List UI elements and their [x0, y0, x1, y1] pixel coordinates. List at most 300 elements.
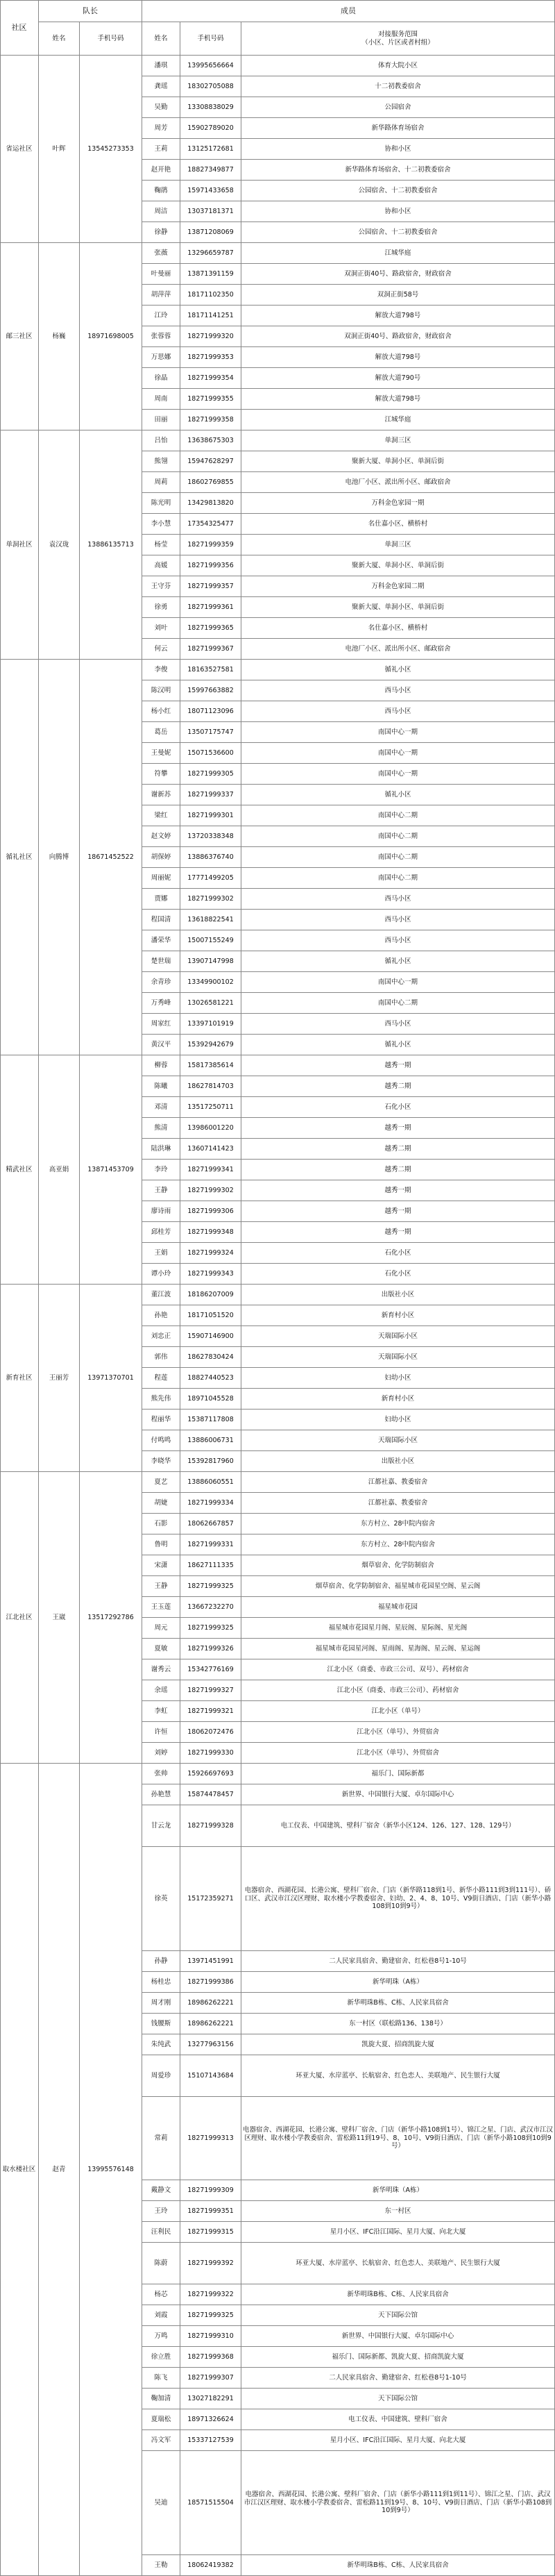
- member-name: 徐晶: [142, 368, 180, 389]
- member-name: 潘荣华: [142, 930, 180, 951]
- member-scope: 江北小区（商委、市政三公司、双号）、药材宿舍: [241, 1659, 555, 1680]
- member-name: 吴迪: [142, 2451, 180, 2555]
- member-scope: 南国中心二期: [241, 805, 555, 826]
- member-name: 付鸣鸣: [142, 1430, 180, 1451]
- member-phone: 18271999355: [180, 389, 241, 410]
- member-phone: 13720338348: [180, 826, 241, 847]
- member-phone: 18271999325: [180, 1618, 241, 1639]
- member-phone: 15902789020: [180, 118, 241, 139]
- member-name: 贾娜: [142, 889, 180, 910]
- member-scope: 新育村小区: [241, 1389, 555, 1410]
- member-name: 刘霞: [142, 2305, 180, 2326]
- member-name: 朱纯武: [142, 2034, 180, 2055]
- member-name: 王静: [142, 1576, 180, 1597]
- member-scope: 双洞正街40号、路政宿舍，财政宿舍: [241, 326, 555, 347]
- member-scope: 妇幼小区: [241, 1410, 555, 1430]
- member-scope: 福星城市花园: [241, 1597, 555, 1618]
- community-name: 江北社区: [0, 1472, 39, 1764]
- leader-phone: 18671452522: [80, 660, 142, 1055]
- member-scope: 解放大道798号: [241, 389, 555, 410]
- member-phone: 15107143684: [180, 2055, 241, 2097]
- header-member-name: 姓名: [142, 22, 180, 56]
- member-name: 杨芯: [142, 2284, 180, 2305]
- header-leader-phone: 手机号码: [80, 22, 142, 56]
- member-name: 黄汉平: [142, 1035, 180, 1055]
- member-phone: 15337127539: [180, 2430, 241, 2451]
- member-name: 万鸣: [142, 2326, 180, 2347]
- member-name: 邱桂芳: [142, 1222, 180, 1243]
- member-name: 杨莹: [142, 535, 180, 555]
- member-name: 鞠加清: [142, 2389, 180, 2409]
- member-scope: 越秀二期: [241, 1139, 555, 1160]
- member-phone: 18271999305: [180, 764, 241, 785]
- member-name: 徐静: [142, 222, 180, 243]
- member-phone: 13871208069: [180, 222, 241, 243]
- member-name: 陈曦: [142, 1076, 180, 1097]
- member-phone: 18271999359: [180, 535, 241, 555]
- member-name: 许恒: [142, 1722, 180, 1743]
- member-phone: 17771499205: [180, 868, 241, 889]
- member-name: 胡保婷: [142, 847, 180, 868]
- member-name: 程丽华: [142, 1410, 180, 1430]
- member-scope: 新华路体育场宿舍、十二初教委宿舍: [241, 160, 555, 181]
- member-phone: 18271999309: [180, 2180, 241, 2201]
- member-name: 陈蔚: [142, 2243, 180, 2284]
- member-phone: 18271999322: [180, 2284, 241, 2305]
- community-name: 循礼社区: [0, 660, 39, 1055]
- member-name: 柳蓉: [142, 1055, 180, 1076]
- member-name: 李玲: [142, 1160, 180, 1180]
- member-name: 王守芬: [142, 576, 180, 597]
- member-scope: 南国中心二期: [241, 868, 555, 889]
- member-phone: 15926697693: [180, 1764, 241, 1784]
- member-scope: 烟草宿舍、化学防制宿舍、福星城市花园星空阁、星云阁: [241, 1576, 555, 1597]
- member-scope: 聚新大厦、单洞小区、单洞后街: [241, 451, 555, 472]
- member-scope: 环亚大厦、水岸蓝亭、长航宿舍、红色恋人、美联地产、民生银行大厦: [241, 2243, 555, 2284]
- member-name: 周才刚: [142, 1993, 180, 2014]
- member-scope: 天瑞国际小区: [241, 1430, 555, 1451]
- community-name: 单洞社区: [0, 430, 39, 660]
- member-name: 王曼妮: [142, 743, 180, 764]
- member-phone: 13296659787: [180, 243, 241, 264]
- member-scope: 电器宿舍、西湖花园、长港公寓、壁科厂宿舍、门店（新华小路108到1号）、锦江之星、门店、武汉市江汉区理财、取水楼小学教委宿舍、雷松路11到19号、8、10号、V9街日酒店、门店（新华小路108到10到9号）: [241, 2097, 555, 2180]
- member-scope: 天瑞国际小区: [241, 1326, 555, 1347]
- member-name: 鲁明: [142, 1534, 180, 1555]
- leader-phone: 13545273353: [80, 56, 142, 243]
- member-name: 谢新苏: [142, 785, 180, 805]
- member-name: 周南: [142, 389, 180, 410]
- member-scope: 西马小区: [241, 1014, 555, 1035]
- member-name: 李晓华: [142, 1451, 180, 1472]
- member-name: 梁红: [142, 805, 180, 826]
- member-scope: 江北小区（单号）、外贸宿舍: [241, 1722, 555, 1743]
- member-scope: 电器宿舍、西湖花园、长港公寓、壁科厂宿舍、门店（新华路118到1号、新华小路111到3到111号）、硚口区、武汉市江汉区理财、取水楼小学教委宿舍、妇幼、2、4、8、10号、V9街日酒店、门店（新华小路108到10到9号）: [241, 1847, 555, 1951]
- member-scope: 公园宿舍: [241, 97, 555, 118]
- member-name: 周丽妮: [142, 868, 180, 889]
- member-phone: 18271999306: [180, 1201, 241, 1222]
- member-name: 吴勤: [142, 97, 180, 118]
- member-scope: 西马小区: [241, 701, 555, 722]
- community-name: 新育社区: [0, 1285, 39, 1472]
- member-name: 熊翎: [142, 451, 180, 472]
- member-name: 汪利民: [142, 2222, 180, 2243]
- member-scope: 江都社嘉、教委宿舍: [241, 1472, 555, 1493]
- member-name: 张蓉蓉: [142, 326, 180, 347]
- member-name: 万秀峰: [142, 993, 180, 1014]
- member-scope: 南国中心二期: [241, 993, 555, 1014]
- member-name: 刘忠正: [142, 1326, 180, 1347]
- member-name: 董江波: [142, 1285, 180, 1305]
- member-name: 钱腰斯: [142, 2014, 180, 2034]
- member-scope: 协和小区: [241, 139, 555, 160]
- member-scope: 东方村立、28中院内宿舍: [241, 1514, 555, 1534]
- member-scope: 新华明珠（A栋）: [241, 2180, 555, 2201]
- member-name: 胡婕: [142, 1493, 180, 1514]
- member-phone: 15071536600: [180, 743, 241, 764]
- leader-phone: 18971698005: [80, 243, 142, 430]
- member-scope: 聚新大厦、单洞小区、单洞后街: [241, 597, 555, 618]
- member-scope: 南国中心二期: [241, 847, 555, 868]
- member-name: 周元: [142, 1618, 180, 1639]
- leader-name: 杨巍: [39, 243, 80, 430]
- member-phone: 13607141423: [180, 1139, 241, 1160]
- member-scope: 越秀一期: [241, 1201, 555, 1222]
- member-phone: 15947628297: [180, 451, 241, 472]
- member-scope: 电池厂小区、派出所小区、邮政宿舍: [241, 472, 555, 493]
- member-scope: 出版社小区: [241, 1451, 555, 1472]
- member-scope: 万科金色家园二期: [241, 576, 555, 597]
- header-leader-name: 姓名: [39, 22, 80, 56]
- community-name: 取水楼社区: [0, 1764, 39, 2576]
- member-scope: 越秀一期: [241, 1180, 555, 1201]
- member-scope: 越秀二期: [241, 1076, 555, 1097]
- member-phone: 18271999337: [180, 785, 241, 805]
- member-phone: 13517250711: [180, 1097, 241, 1118]
- member-phone: 18971045528: [180, 1389, 241, 1410]
- member-scope: 烟草宿舍、化学防制宿舍: [241, 1555, 555, 1576]
- member-phone: 18271999343: [180, 1264, 241, 1285]
- member-phone: 13026581221: [180, 993, 241, 1014]
- member-phone: 18827349877: [180, 160, 241, 181]
- member-phone: 13618822541: [180, 910, 241, 930]
- member-phone: 18271999365: [180, 618, 241, 639]
- member-name: 陈飞: [142, 2368, 180, 2389]
- member-phone: 15007155249: [180, 930, 241, 951]
- member-phone: 13871391159: [180, 264, 241, 285]
- header-leader: 队长: [39, 0, 142, 22]
- member-scope: 石化小区: [241, 1243, 555, 1264]
- member-scope: 越秀一期: [241, 1222, 555, 1243]
- member-name: 江玲: [142, 306, 180, 326]
- member-scope: 南国中心一期: [241, 972, 555, 993]
- member-name: 万思娜: [142, 347, 180, 368]
- member-scope: 出版社小区: [241, 1285, 555, 1305]
- member-scope: 南国中心二期: [241, 826, 555, 847]
- member-name: 龚瑶: [142, 76, 180, 97]
- community-name: 邮三社区: [0, 243, 39, 430]
- member-name: 常莉: [142, 2097, 180, 2180]
- member-scope: 名仕嘉小区、横桥村: [241, 514, 555, 535]
- member-name: 谭小玲: [142, 1264, 180, 1285]
- member-name: 王娟: [142, 1243, 180, 1264]
- member-scope: 星月小区、IFC沿江国际、星月大厦、向北大厦: [241, 2430, 555, 2451]
- member-name: 徐勇: [142, 597, 180, 618]
- member-phone: 13907147998: [180, 951, 241, 972]
- member-name: 冯文军: [142, 2430, 180, 2451]
- member-scope: 福星城市花园星月阁、星辰阁、星际阁、星光阁: [241, 1618, 555, 1639]
- member-scope: 星月小区、IFC沿江国际、星月大厦、向北大厦: [241, 2222, 555, 2243]
- member-name: 郭伟: [142, 1347, 180, 1368]
- member-scope: 新世界、中国银行大厦、卓尔国际中心: [241, 2326, 555, 2347]
- member-name: 王静: [142, 1180, 180, 1201]
- member-scope: 江城华庭: [241, 410, 555, 430]
- member-scope: 越秀一期: [241, 1118, 555, 1139]
- member-phone: 13349900102: [180, 972, 241, 993]
- member-scope: 福乐门、国际新都: [241, 1764, 555, 1784]
- header-member-phone: 手机号码: [180, 22, 241, 56]
- member-scope: 解放大道798号: [241, 306, 555, 326]
- member-scope: 新华明珠（A栋）: [241, 1972, 555, 1993]
- member-phone: 13995656664: [180, 56, 241, 76]
- member-phone: 18986262221: [180, 2014, 241, 2034]
- member-name: 李俊: [142, 660, 180, 680]
- member-name: 胡萍萍: [142, 285, 180, 306]
- member-scope: 西马小区: [241, 680, 555, 701]
- member-scope: 东一村区（联松路136、138号）: [241, 2014, 555, 2034]
- member-name: 周爱珍: [142, 2055, 180, 2097]
- leader-name: 叶辉: [39, 56, 80, 243]
- member-phone: 18986262221: [180, 1993, 241, 2014]
- member-scope: 江城华庭: [241, 243, 555, 264]
- member-scope: 电器宿舍、西湖花园、长港公寓、壁科厂宿舍、门店（新华小路111到1到11号）、锦江之星、门店、武汉市江汉区理财、取水楼小学教委宿舍、雷松路11到19号、8、10号、V9街日酒店、门店（新华小路108到10到9号）: [241, 2451, 555, 2555]
- member-scope: 越秀二期: [241, 1160, 555, 1180]
- member-phone: 13429813820: [180, 493, 241, 514]
- member-name: 周洁: [142, 201, 180, 222]
- member-name: 王玉莲: [142, 1597, 180, 1618]
- member-phone: 18571515504: [180, 2451, 241, 2555]
- member-name: 符攀: [142, 764, 180, 785]
- member-phone: 18271999325: [180, 2305, 241, 2326]
- member-name: 杨桂忠: [142, 1972, 180, 1993]
- member-scope: 十二初教委宿舍: [241, 76, 555, 97]
- header-members: 成员: [142, 0, 555, 22]
- member-name: 刘婷: [142, 1743, 180, 1764]
- member-scope: 电工仪表、中国建筑、壁科厂宿舍: [241, 2409, 555, 2430]
- member-name: 陆洪琳: [142, 1139, 180, 1160]
- member-phone: 13986001220: [180, 1118, 241, 1139]
- member-phone: 18271999330: [180, 1743, 241, 1764]
- member-scope: 天瑞国际小区: [241, 1347, 555, 1368]
- member-name: 徐立胜: [142, 2347, 180, 2368]
- member-phone: 15997663882: [180, 680, 241, 701]
- member-scope: 万科金色家园一期: [241, 493, 555, 514]
- member-scope: 江北小区（单号）: [241, 1701, 555, 1722]
- leader-phone: 13871453709: [80, 1055, 142, 1285]
- member-scope: 单洞三区: [241, 430, 555, 451]
- member-phone: 18271999321: [180, 1701, 241, 1722]
- member-scope: 公园宿舍、十二初教委宿舍: [241, 222, 555, 243]
- member-phone: 18271999351: [180, 2201, 241, 2222]
- member-phone: 18271999392: [180, 2243, 241, 2284]
- member-scope: 南国中心一期: [241, 743, 555, 764]
- leader-phone: 13886135713: [80, 430, 142, 660]
- member-scope: 天下国际公馆: [241, 2305, 555, 2326]
- member-scope: 福星城市花园星河阁、星雨阁、星海阁、星云阁、星运阁: [241, 1639, 555, 1659]
- member-name: 熊先伟: [142, 1389, 180, 1410]
- member-phone: 18271999357: [180, 576, 241, 597]
- leader-name: 王崴: [39, 1472, 80, 1764]
- member-phone: 13667232270: [180, 1597, 241, 1618]
- member-phone: 18271999325: [180, 1576, 241, 1597]
- member-scope: 双洞正街58号: [241, 285, 555, 306]
- member-phone: 18302705088: [180, 76, 241, 97]
- member-scope: 越秀一期: [241, 1055, 555, 1076]
- member-phone: 15342776169: [180, 1659, 241, 1680]
- member-phone: 18271999358: [180, 410, 241, 430]
- member-phone: 18271999315: [180, 2222, 241, 2243]
- member-name: 田丽: [142, 410, 180, 430]
- member-scope: 西马小区: [241, 889, 555, 910]
- member-name: 孙静: [142, 1951, 180, 1972]
- member-name: 余青珍: [142, 972, 180, 993]
- member-phone: 18271999348: [180, 1222, 241, 1243]
- member-scope: 名仕嘉小区、横桥村: [241, 618, 555, 639]
- member-scope: 西马小区: [241, 930, 555, 951]
- member-name: 陈汉明: [142, 680, 180, 701]
- member-name: 夏艺: [142, 1472, 180, 1493]
- member-phone: 18271999367: [180, 639, 241, 660]
- member-name: 鞠鹃: [142, 181, 180, 201]
- member-phone: 18271999353: [180, 347, 241, 368]
- member-scope: 石化小区: [241, 1097, 555, 1118]
- member-phone: 18602769855: [180, 472, 241, 493]
- member-scope: 新华路体育场宿舍: [241, 118, 555, 139]
- member-phone: 18271999320: [180, 326, 241, 347]
- member-name: 戴静文: [142, 2180, 180, 2201]
- member-name: 宋潇: [142, 1555, 180, 1576]
- member-scope: 南国中心一期: [241, 722, 555, 743]
- member-name: 何云: [142, 639, 180, 660]
- member-phone: 18271999301: [180, 805, 241, 826]
- community-name: 省运社区: [0, 56, 39, 243]
- member-phone: 13886376740: [180, 847, 241, 868]
- member-scope: 环亚大厦、水岸蓝亭、长航宿舍、红色恋人、美联地产、民生银行大厦: [241, 2055, 555, 2097]
- member-phone: 15874478457: [180, 1784, 241, 1805]
- member-name: 石影: [142, 1514, 180, 1534]
- leader-phone: 13971370701: [80, 1285, 142, 1472]
- member-name: 吕怡: [142, 430, 180, 451]
- member-scope: 单洞三区: [241, 535, 555, 555]
- member-phone: 15907146900: [180, 1326, 241, 1347]
- member-phone: 13397101919: [180, 1014, 241, 1035]
- header-member-scope: 对接服务范围 （小区、片区或者村组）: [241, 22, 555, 56]
- member-name: 张帅: [142, 1764, 180, 1784]
- member-name: 王莉: [142, 139, 180, 160]
- member-name: 余瑶: [142, 1680, 180, 1701]
- member-scope: 新华明珠B栋、C栋、人民家具宿舍: [241, 2555, 555, 2576]
- member-name: 孙艳慧: [142, 1784, 180, 1805]
- leader-phone: 13517292786: [80, 1472, 142, 1764]
- member-phone: 17354325477: [180, 514, 241, 535]
- member-name: 赵文婷: [142, 826, 180, 847]
- member-name: 孙艳: [142, 1305, 180, 1326]
- member-phone: 13308838029: [180, 97, 241, 118]
- member-scope: 江北小区（单号）、外贸宿舍: [241, 1743, 555, 1764]
- leader-name: 向腾博: [39, 660, 80, 1055]
- member-phone: 13037181371: [180, 201, 241, 222]
- member-name: 杨小红: [142, 701, 180, 722]
- member-scope: 妇幼小区: [241, 1368, 555, 1389]
- member-phone: 18271999354: [180, 368, 241, 389]
- leader-name: 王丽芳: [39, 1285, 80, 1472]
- member-name: 徐英: [142, 1847, 180, 1951]
- member-phone: 18171051520: [180, 1305, 241, 1326]
- member-name: 熊清: [142, 1118, 180, 1139]
- member-phone: 18062072476: [180, 1722, 241, 1743]
- member-scope: 西马小区: [241, 910, 555, 930]
- member-phone: 18971326624: [180, 2409, 241, 2430]
- member-name: 周莉: [142, 472, 180, 493]
- member-phone: 18186207009: [180, 1285, 241, 1305]
- member-name: 夏瑞松: [142, 2409, 180, 2430]
- member-scope: 循礼小区: [241, 1035, 555, 1055]
- member-scope: 体育大院小区: [241, 56, 555, 76]
- member-name: 廖诗雨: [142, 1201, 180, 1222]
- member-phone: 18271999341: [180, 1160, 241, 1180]
- member-scope: 凯旋大夏、招商凯旋大厦: [241, 2034, 555, 2055]
- member-scope: 解放大道790号: [241, 368, 555, 389]
- member-name: 邓清: [142, 1097, 180, 1118]
- leader-name: 赵青: [39, 1764, 80, 2576]
- member-phone: 18171102350: [180, 285, 241, 306]
- member-phone: 18062419382: [180, 2555, 241, 2576]
- member-scope: 电工仪表、中国建筑、壁科厂宿舍（新华小区124、126、127、128、129号）: [241, 1805, 555, 1847]
- member-phone: 18271999307: [180, 2368, 241, 2389]
- member-phone: 13027182291: [180, 2389, 241, 2409]
- member-scope: 电池厂小区、派出所小区、邮政宿舍: [241, 639, 555, 660]
- member-phone: 18271999361: [180, 597, 241, 618]
- member-phone: 15971433658: [180, 181, 241, 201]
- member-scope: 聚新大厦、单洞小区、单洞后街: [241, 555, 555, 576]
- member-phone: 18827440523: [180, 1368, 241, 1389]
- member-name: 甘云龙: [142, 1805, 180, 1847]
- member-phone: 18627814703: [180, 1076, 241, 1097]
- member-scope: 东方村立、28中院内宿舍: [241, 1534, 555, 1555]
- member-phone: 13886006731: [180, 1430, 241, 1451]
- member-name: 程国清: [142, 910, 180, 930]
- member-scope: 天下国际公馆: [241, 2389, 555, 2409]
- member-scope: 解放大道798号: [241, 347, 555, 368]
- member-name: 陈光明: [142, 493, 180, 514]
- leader-phone: 13995576148: [80, 1764, 142, 2576]
- member-name: 潘琪: [142, 56, 180, 76]
- member-name: 葛岳: [142, 722, 180, 743]
- member-scope: 二人民家具宿舍、勤建宿舍、红松巷8号1-10号: [241, 1951, 555, 1972]
- member-scope: 新育村小区: [241, 1305, 555, 1326]
- member-scope: 新华明珠B栋、C栋、人民家具宿舍: [241, 1993, 555, 2014]
- member-phone: 18271999302: [180, 1180, 241, 1201]
- member-phone: 13277963156: [180, 2034, 241, 2055]
- member-phone: 18271999326: [180, 1639, 241, 1659]
- member-name: 叶曼丽: [142, 264, 180, 285]
- member-phone: 18271999327: [180, 1680, 241, 1701]
- member-phone: 18271999356: [180, 555, 241, 576]
- member-name: 谢秀云: [142, 1659, 180, 1680]
- leader-name: 袁汉珑: [39, 430, 80, 660]
- member-scope: 二人民家具宿舍、勤建宿舍、红松巷8号1-10号: [241, 2368, 555, 2389]
- member-name: 周芳: [142, 118, 180, 139]
- member-scope: 福乐门、国际新都、凯旋大夏、招商凯旋大厦: [241, 2347, 555, 2368]
